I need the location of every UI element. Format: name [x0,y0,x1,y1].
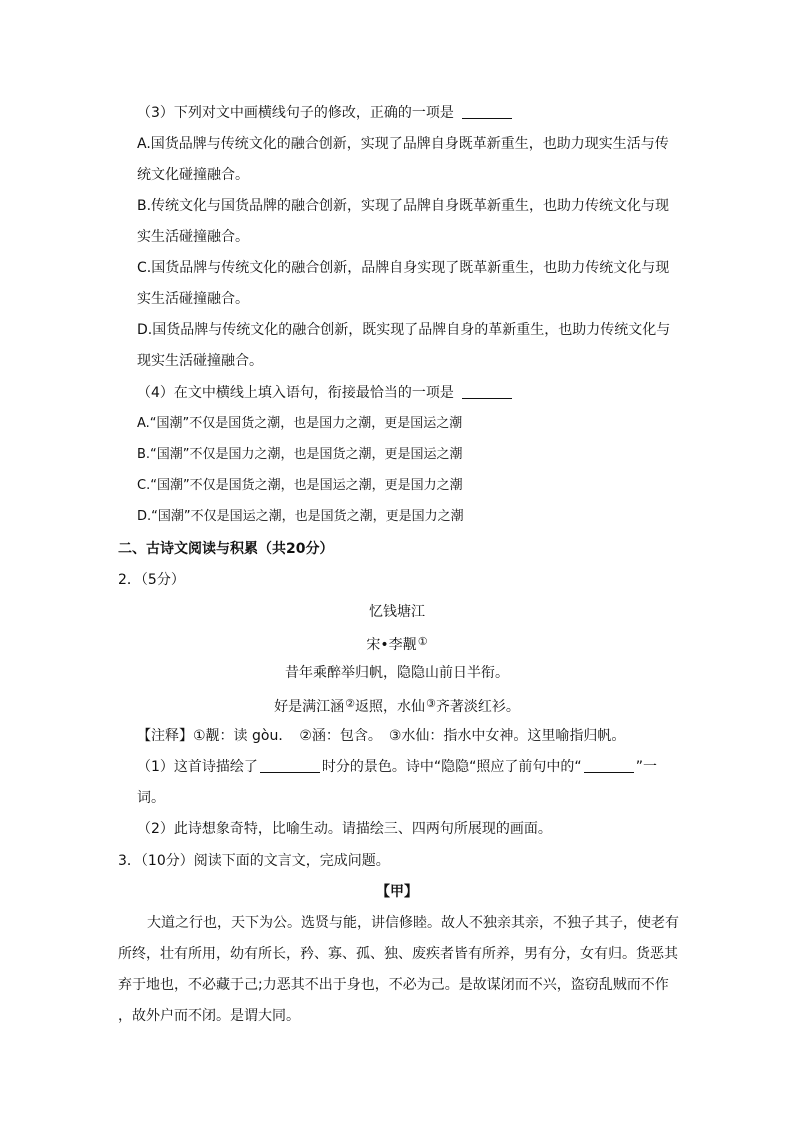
q2-sub1-part-1: （1）这首诗描绘了 [137,759,258,775]
poem-line-2-part-3: 齐著淡红衫。 [435,699,520,715]
passage-jia-title: 【甲】 [376,884,418,900]
q3-option-a-line1: A.国货品牌与传统文化的融合创新，实现了品牌自身既革新重生，也助力现实生活与传 [137,136,669,152]
q2-sub1-continuation: 词。 [137,790,165,806]
note-marker-3: ③ [426,697,436,710]
q2-sub1-blank-1[interactable] [260,758,320,773]
q4-stem-line [137,384,514,402]
q3main-number: 3．（10分）阅读下面的文言文，完成问题。 [118,853,390,869]
poem-line-2-part-1: 好是满江涵 [274,699,345,715]
q2-sub1-blank-2[interactable] [584,758,634,773]
q4-option-b: B.“国潮”不仅是国力之潮，也是国货之潮，更是国运之潮 [137,447,463,462]
q3-option-b-line2: 实生活碰撞融合。 [137,229,249,245]
q4-stem: （4）在文中横线上填入语句，衔接最恰当的一项是 [137,385,454,401]
poem-line-2-part-2: 返照，水仙 [355,699,425,715]
q2-sub1-part-2: 时分的景色。诗中“隐隐“照应了前句中的“ [321,759,582,775]
q4-option-a: A.“国潮”不仅是国货之潮，也是国力之潮，更是国运之潮 [137,416,463,431]
poem-author-line [0,633,794,654]
q3-stem-line [137,104,514,122]
q2-number: 2．（5分） [118,572,185,588]
q3-option-a-line2: 统文化碰撞融合。 [137,167,249,183]
passage-line-4: ，故外户而不闭。是谓大同。 [118,1008,300,1024]
q3-option-d-line1: D.国货品牌与传统文化的融合创新，既实现了品牌自身的革新重生，也助力传统文化与 [137,322,671,338]
poem-line-2 [0,695,794,716]
q3-option-b-line1: B.传统文化与国货品牌的融合创新，实现了品牌自身既革新重生，也助力传统文化与现 [137,198,670,214]
q2-sub2: （2）此诗想象奇特，比喻生动。请描绘三、四两句所展现的画面。 [137,821,552,837]
section-heading: 二、古诗文阅读与积累（共20分） [118,541,334,557]
poem-line-1: 昔年乘醉举归帆，隐隐山前日半衔。 [285,665,509,681]
q3-stem: （3）下列对文中画横线句子的修改，正确的一项是 [137,105,454,121]
q3-option-d-line2: 现实生活碰撞融合。 [137,353,263,369]
poem-annotations: 【注释】①觏：读 gòu． ②涵：包含。 ③水仙：指水中女神。这里喻指归帆。 [137,728,626,744]
q4-option-c: C.“国潮”不仅是国货之潮，也是国运之潮，更是国力之潮 [137,478,463,493]
poem-title: 忆钱塘江 [369,604,425,620]
passage-line-2: 所终，壮有所用，幼有所长，矜、寡、孤、独、废疾者皆有所养，男有分，女有归。货恶其 [118,946,678,962]
q3-option-c-line1: C.国货品牌与传统文化的融合创新，品牌自身实现了既革新重生，也助力传统文化与现 [137,260,670,276]
q4-option-d: D.“国潮”不仅是国运之潮，也是国货之潮，更是国力之潮 [137,509,464,524]
q2-sub1-part-3: ”一 [635,759,657,775]
q2-sub1-line [137,758,657,776]
passage-line-1: 大道之行也，天下为公。选贤与能，讲信修睦。故人不独亲其亲，不独子其子，使老有 [147,915,679,931]
note-marker-2: ② [345,697,355,710]
q4-answer-blank[interactable] [462,384,512,399]
author-note-marker: ① [417,635,428,648]
q3-answer-blank[interactable] [462,104,512,119]
q3-option-c-line2: 实生活碰撞融合。 [137,291,249,307]
passage-line-3: 弃于地也，不必藏于己;力恶其不出于身也，不必为己。是故谋闭而不兴，盗窃乱贼而不作 [118,977,669,993]
poem-author: 宋•李觏 [366,637,417,653]
